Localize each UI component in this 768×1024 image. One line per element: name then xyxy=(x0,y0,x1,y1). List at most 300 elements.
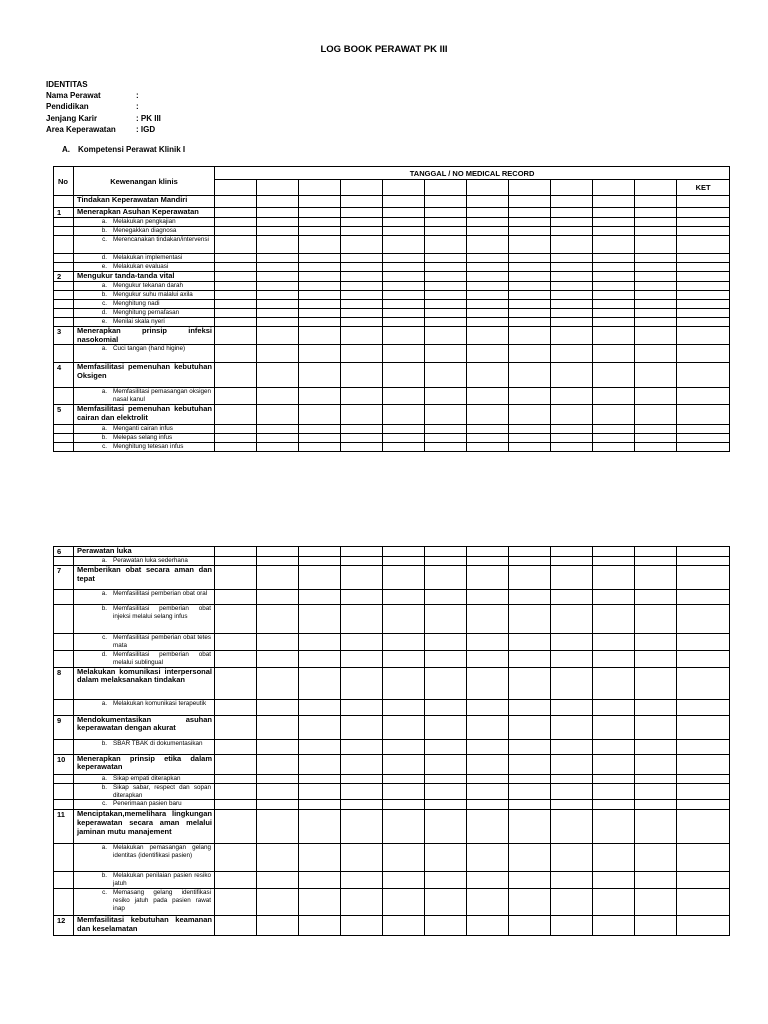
date-entry-cell[interactable] xyxy=(593,291,635,300)
date-entry-cell[interactable] xyxy=(383,388,425,405)
date-entry-cell[interactable] xyxy=(383,363,425,388)
date-entry-cell[interactable] xyxy=(551,434,593,443)
date-entry-cell[interactable] xyxy=(341,236,383,254)
date-entry-cell[interactable] xyxy=(467,218,509,227)
date-entry-cell[interactable] xyxy=(299,405,341,425)
date-entry-cell[interactable] xyxy=(635,388,677,405)
date-entry-cell[interactable] xyxy=(215,282,257,291)
date-entry-cell[interactable] xyxy=(299,872,341,889)
ket-entry-cell[interactable] xyxy=(677,916,730,936)
date-entry-cell[interactable] xyxy=(341,345,383,363)
date-entry-cell[interactable] xyxy=(509,388,551,405)
date-entry-cell[interactable] xyxy=(509,800,551,810)
date-entry-cell[interactable] xyxy=(509,196,551,208)
date-entry-cell[interactable] xyxy=(215,318,257,327)
date-entry-cell[interactable] xyxy=(383,739,425,754)
ket-entry-cell[interactable] xyxy=(677,844,730,872)
date-entry-cell[interactable] xyxy=(341,557,383,566)
date-entry-cell[interactable] xyxy=(467,605,509,634)
date-entry-cell[interactable] xyxy=(551,783,593,800)
date-header-cell[interactable] xyxy=(593,180,635,196)
date-entry-cell[interactable] xyxy=(593,272,635,282)
ket-entry-cell[interactable] xyxy=(677,605,730,634)
date-entry-cell[interactable] xyxy=(299,800,341,810)
date-entry-cell[interactable] xyxy=(467,872,509,889)
date-entry-cell[interactable] xyxy=(299,590,341,605)
date-entry-cell[interactable] xyxy=(299,605,341,634)
date-entry-cell[interactable] xyxy=(257,547,299,557)
date-entry-cell[interactable] xyxy=(509,218,551,227)
date-entry-cell[interactable] xyxy=(341,300,383,309)
date-entry-cell[interactable] xyxy=(551,889,593,916)
date-entry-cell[interactable] xyxy=(215,783,257,800)
date-entry-cell[interactable] xyxy=(257,388,299,405)
date-entry-cell[interactable] xyxy=(215,434,257,443)
date-entry-cell[interactable] xyxy=(551,263,593,272)
date-entry-cell[interactable] xyxy=(341,309,383,318)
date-entry-cell[interactable] xyxy=(467,227,509,236)
date-entry-cell[interactable] xyxy=(593,425,635,434)
date-entry-cell[interactable] xyxy=(215,800,257,810)
date-entry-cell[interactable] xyxy=(383,291,425,300)
date-header-cell[interactable] xyxy=(341,180,383,196)
ket-entry-cell[interactable] xyxy=(677,236,730,254)
date-entry-cell[interactable] xyxy=(425,872,467,889)
date-entry-cell[interactable] xyxy=(299,291,341,300)
date-entry-cell[interactable] xyxy=(509,872,551,889)
date-entry-cell[interactable] xyxy=(215,590,257,605)
date-entry-cell[interactable] xyxy=(593,218,635,227)
date-entry-cell[interactable] xyxy=(257,227,299,236)
date-entry-cell[interactable] xyxy=(383,774,425,783)
ket-entry-cell[interactable] xyxy=(677,650,730,667)
date-entry-cell[interactable] xyxy=(215,425,257,434)
date-entry-cell[interactable] xyxy=(467,699,509,715)
date-entry-cell[interactable] xyxy=(635,783,677,800)
date-entry-cell[interactable] xyxy=(635,300,677,309)
date-entry-cell[interactable] xyxy=(215,345,257,363)
date-entry-cell[interactable] xyxy=(341,388,383,405)
date-entry-cell[interactable] xyxy=(383,309,425,318)
date-entry-cell[interactable] xyxy=(509,566,551,590)
date-entry-cell[interactable] xyxy=(383,547,425,557)
date-entry-cell[interactable] xyxy=(341,208,383,218)
ket-entry-cell[interactable] xyxy=(677,208,730,218)
date-entry-cell[interactable] xyxy=(299,282,341,291)
date-entry-cell[interactable] xyxy=(257,783,299,800)
date-entry-cell[interactable] xyxy=(425,754,467,774)
date-entry-cell[interactable] xyxy=(509,272,551,282)
date-entry-cell[interactable] xyxy=(509,300,551,309)
date-entry-cell[interactable] xyxy=(425,345,467,363)
date-entry-cell[interactable] xyxy=(257,318,299,327)
date-entry-cell[interactable] xyxy=(635,872,677,889)
date-entry-cell[interactable] xyxy=(215,291,257,300)
date-entry-cell[interactable] xyxy=(341,590,383,605)
date-entry-cell[interactable] xyxy=(509,783,551,800)
date-entry-cell[interactable] xyxy=(299,300,341,309)
date-entry-cell[interactable] xyxy=(551,291,593,300)
date-entry-cell[interactable] xyxy=(509,810,551,844)
date-entry-cell[interactable] xyxy=(509,425,551,434)
date-entry-cell[interactable] xyxy=(509,605,551,634)
date-entry-cell[interactable] xyxy=(635,800,677,810)
date-entry-cell[interactable] xyxy=(551,754,593,774)
date-entry-cell[interactable] xyxy=(467,327,509,345)
date-entry-cell[interactable] xyxy=(299,844,341,872)
date-entry-cell[interactable] xyxy=(593,590,635,605)
date-entry-cell[interactable] xyxy=(215,699,257,715)
date-entry-cell[interactable] xyxy=(299,774,341,783)
date-entry-cell[interactable] xyxy=(635,739,677,754)
date-entry-cell[interactable] xyxy=(257,810,299,844)
date-entry-cell[interactable] xyxy=(509,309,551,318)
date-entry-cell[interactable] xyxy=(383,566,425,590)
date-entry-cell[interactable] xyxy=(257,236,299,254)
date-entry-cell[interactable] xyxy=(509,282,551,291)
date-entry-cell[interactable] xyxy=(551,196,593,208)
date-entry-cell[interactable] xyxy=(635,667,677,699)
date-entry-cell[interactable] xyxy=(257,405,299,425)
date-entry-cell[interactable] xyxy=(257,363,299,388)
ket-entry-cell[interactable] xyxy=(677,590,730,605)
date-entry-cell[interactable] xyxy=(425,208,467,218)
date-entry-cell[interactable] xyxy=(551,327,593,345)
date-entry-cell[interactable] xyxy=(299,889,341,916)
date-entry-cell[interactable] xyxy=(635,405,677,425)
date-entry-cell[interactable] xyxy=(551,844,593,872)
date-entry-cell[interactable] xyxy=(257,715,299,739)
date-entry-cell[interactable] xyxy=(467,236,509,254)
date-entry-cell[interactable] xyxy=(257,309,299,318)
date-entry-cell[interactable] xyxy=(467,844,509,872)
date-entry-cell[interactable] xyxy=(299,739,341,754)
date-entry-cell[interactable] xyxy=(593,844,635,872)
date-entry-cell[interactable] xyxy=(299,227,341,236)
date-entry-cell[interactable] xyxy=(467,547,509,557)
date-entry-cell[interactable] xyxy=(593,783,635,800)
date-entry-cell[interactable] xyxy=(551,236,593,254)
date-entry-cell[interactable] xyxy=(341,327,383,345)
date-entry-cell[interactable] xyxy=(257,699,299,715)
date-entry-cell[interactable] xyxy=(467,774,509,783)
date-entry-cell[interactable] xyxy=(551,405,593,425)
ket-entry-cell[interactable] xyxy=(677,699,730,715)
date-entry-cell[interactable] xyxy=(215,810,257,844)
date-entry-cell[interactable] xyxy=(425,291,467,300)
date-entry-cell[interactable] xyxy=(425,547,467,557)
date-entry-cell[interactable] xyxy=(383,889,425,916)
date-entry-cell[interactable] xyxy=(341,363,383,388)
date-entry-cell[interactable] xyxy=(635,443,677,452)
date-entry-cell[interactable] xyxy=(299,783,341,800)
date-entry-cell[interactable] xyxy=(593,405,635,425)
date-entry-cell[interactable] xyxy=(593,699,635,715)
date-entry-cell[interactable] xyxy=(299,557,341,566)
date-entry-cell[interactable] xyxy=(635,566,677,590)
date-entry-cell[interactable] xyxy=(299,363,341,388)
date-entry-cell[interactable] xyxy=(635,547,677,557)
date-entry-cell[interactable] xyxy=(467,557,509,566)
date-entry-cell[interactable] xyxy=(551,715,593,739)
date-entry-cell[interactable] xyxy=(593,650,635,667)
date-entry-cell[interactable] xyxy=(383,300,425,309)
date-entry-cell[interactable] xyxy=(215,774,257,783)
date-entry-cell[interactable] xyxy=(299,388,341,405)
date-entry-cell[interactable] xyxy=(509,916,551,936)
date-entry-cell[interactable] xyxy=(299,443,341,452)
date-entry-cell[interactable] xyxy=(509,443,551,452)
date-entry-cell[interactable] xyxy=(383,605,425,634)
date-entry-cell[interactable] xyxy=(635,889,677,916)
date-entry-cell[interactable] xyxy=(635,263,677,272)
date-entry-cell[interactable] xyxy=(341,739,383,754)
date-entry-cell[interactable] xyxy=(509,345,551,363)
date-entry-cell[interactable] xyxy=(425,218,467,227)
date-entry-cell[interactable] xyxy=(383,218,425,227)
date-entry-cell[interactable] xyxy=(215,443,257,452)
date-entry-cell[interactable] xyxy=(299,566,341,590)
date-entry-cell[interactable] xyxy=(425,263,467,272)
date-entry-cell[interactable] xyxy=(467,405,509,425)
ket-entry-cell[interactable] xyxy=(677,327,730,345)
date-entry-cell[interactable] xyxy=(593,566,635,590)
date-entry-cell[interactable] xyxy=(383,196,425,208)
date-entry-cell[interactable] xyxy=(383,844,425,872)
date-entry-cell[interactable] xyxy=(593,443,635,452)
date-entry-cell[interactable] xyxy=(215,739,257,754)
date-entry-cell[interactable] xyxy=(215,218,257,227)
date-entry-cell[interactable] xyxy=(383,282,425,291)
date-entry-cell[interactable] xyxy=(341,754,383,774)
date-entry-cell[interactable] xyxy=(257,566,299,590)
date-entry-cell[interactable] xyxy=(341,800,383,810)
date-entry-cell[interactable] xyxy=(635,590,677,605)
date-entry-cell[interactable] xyxy=(383,650,425,667)
date-entry-cell[interactable] xyxy=(467,196,509,208)
date-entry-cell[interactable] xyxy=(257,739,299,754)
date-entry-cell[interactable] xyxy=(299,236,341,254)
ket-entry-cell[interactable] xyxy=(677,774,730,783)
date-entry-cell[interactable] xyxy=(593,309,635,318)
date-entry-cell[interactable] xyxy=(593,557,635,566)
date-entry-cell[interactable] xyxy=(635,208,677,218)
date-entry-cell[interactable] xyxy=(341,282,383,291)
date-entry-cell[interactable] xyxy=(635,218,677,227)
date-entry-cell[interactable] xyxy=(257,844,299,872)
ket-entry-cell[interactable] xyxy=(677,434,730,443)
date-entry-cell[interactable] xyxy=(635,227,677,236)
date-entry-cell[interactable] xyxy=(257,605,299,634)
date-header-cell[interactable] xyxy=(635,180,677,196)
date-entry-cell[interactable] xyxy=(341,699,383,715)
date-entry-cell[interactable] xyxy=(425,800,467,810)
date-entry-cell[interactable] xyxy=(551,634,593,651)
ket-entry-cell[interactable] xyxy=(677,443,730,452)
date-entry-cell[interactable] xyxy=(593,715,635,739)
date-entry-cell[interactable] xyxy=(257,345,299,363)
date-entry-cell[interactable] xyxy=(341,272,383,282)
date-entry-cell[interactable] xyxy=(299,196,341,208)
date-entry-cell[interactable] xyxy=(551,218,593,227)
date-entry-cell[interactable] xyxy=(341,774,383,783)
date-entry-cell[interactable] xyxy=(257,557,299,566)
date-entry-cell[interactable] xyxy=(341,810,383,844)
date-entry-cell[interactable] xyxy=(509,590,551,605)
date-entry-cell[interactable] xyxy=(467,889,509,916)
ket-entry-cell[interactable] xyxy=(677,300,730,309)
ket-entry-cell[interactable] xyxy=(677,547,730,557)
date-entry-cell[interactable] xyxy=(467,566,509,590)
date-entry-cell[interactable] xyxy=(299,208,341,218)
date-entry-cell[interactable] xyxy=(551,300,593,309)
ket-entry-cell[interactable] xyxy=(677,715,730,739)
date-entry-cell[interactable] xyxy=(257,263,299,272)
ket-entry-cell[interactable] xyxy=(677,872,730,889)
date-entry-cell[interactable] xyxy=(467,634,509,651)
date-entry-cell[interactable] xyxy=(215,309,257,318)
date-entry-cell[interactable] xyxy=(215,227,257,236)
date-entry-cell[interactable] xyxy=(635,557,677,566)
date-entry-cell[interactable] xyxy=(383,272,425,282)
date-header-cell[interactable] xyxy=(383,180,425,196)
date-entry-cell[interactable] xyxy=(551,309,593,318)
date-entry-cell[interactable] xyxy=(215,650,257,667)
date-entry-cell[interactable] xyxy=(257,300,299,309)
date-entry-cell[interactable] xyxy=(383,425,425,434)
date-entry-cell[interactable] xyxy=(593,754,635,774)
date-entry-cell[interactable] xyxy=(257,291,299,300)
date-entry-cell[interactable] xyxy=(383,715,425,739)
date-header-cell[interactable] xyxy=(215,180,257,196)
date-entry-cell[interactable] xyxy=(341,263,383,272)
date-entry-cell[interactable] xyxy=(299,650,341,667)
ket-entry-cell[interactable] xyxy=(677,566,730,590)
date-entry-cell[interactable] xyxy=(509,227,551,236)
ket-entry-cell[interactable] xyxy=(677,309,730,318)
date-entry-cell[interactable] xyxy=(425,405,467,425)
date-entry-cell[interactable] xyxy=(551,227,593,236)
date-entry-cell[interactable] xyxy=(593,889,635,916)
date-entry-cell[interactable] xyxy=(257,196,299,208)
ket-entry-cell[interactable] xyxy=(677,254,730,263)
date-entry-cell[interactable] xyxy=(257,889,299,916)
date-entry-cell[interactable] xyxy=(509,774,551,783)
date-entry-cell[interactable] xyxy=(383,227,425,236)
date-entry-cell[interactable] xyxy=(383,327,425,345)
date-entry-cell[interactable] xyxy=(425,650,467,667)
date-entry-cell[interactable] xyxy=(383,254,425,263)
date-entry-cell[interactable] xyxy=(299,318,341,327)
date-entry-cell[interactable] xyxy=(215,405,257,425)
date-entry-cell[interactable] xyxy=(425,254,467,263)
date-entry-cell[interactable] xyxy=(215,634,257,651)
date-entry-cell[interactable] xyxy=(425,300,467,309)
date-entry-cell[interactable] xyxy=(635,699,677,715)
date-entry-cell[interactable] xyxy=(467,800,509,810)
date-entry-cell[interactable] xyxy=(215,715,257,739)
date-entry-cell[interactable] xyxy=(341,425,383,434)
date-entry-cell[interactable] xyxy=(551,916,593,936)
date-entry-cell[interactable] xyxy=(425,605,467,634)
date-entry-cell[interactable] xyxy=(215,363,257,388)
date-entry-cell[interactable] xyxy=(299,634,341,651)
date-entry-cell[interactable] xyxy=(635,363,677,388)
date-entry-cell[interactable] xyxy=(467,388,509,405)
ket-entry-cell[interactable] xyxy=(677,318,730,327)
date-entry-cell[interactable] xyxy=(467,810,509,844)
date-entry-cell[interactable] xyxy=(551,774,593,783)
date-entry-cell[interactable] xyxy=(257,650,299,667)
date-entry-cell[interactable] xyxy=(593,208,635,218)
ket-entry-cell[interactable] xyxy=(677,889,730,916)
date-entry-cell[interactable] xyxy=(635,196,677,208)
date-entry-cell[interactable] xyxy=(551,443,593,452)
date-entry-cell[interactable] xyxy=(341,254,383,263)
date-entry-cell[interactable] xyxy=(467,739,509,754)
date-entry-cell[interactable] xyxy=(593,318,635,327)
date-entry-cell[interactable] xyxy=(257,218,299,227)
date-entry-cell[interactable] xyxy=(425,810,467,844)
date-entry-cell[interactable] xyxy=(383,783,425,800)
date-entry-cell[interactable] xyxy=(509,547,551,557)
date-entry-cell[interactable] xyxy=(257,634,299,651)
date-entry-cell[interactable] xyxy=(467,363,509,388)
date-entry-cell[interactable] xyxy=(425,327,467,345)
date-entry-cell[interactable] xyxy=(593,739,635,754)
date-entry-cell[interactable] xyxy=(383,434,425,443)
date-entry-cell[interactable] xyxy=(551,425,593,434)
date-entry-cell[interactable] xyxy=(425,425,467,434)
date-entry-cell[interactable] xyxy=(593,300,635,309)
date-entry-cell[interactable] xyxy=(593,227,635,236)
date-entry-cell[interactable] xyxy=(593,872,635,889)
date-entry-cell[interactable] xyxy=(299,309,341,318)
ket-entry-cell[interactable] xyxy=(677,405,730,425)
date-entry-cell[interactable] xyxy=(593,327,635,345)
date-entry-cell[interactable] xyxy=(551,318,593,327)
date-entry-cell[interactable] xyxy=(467,263,509,272)
date-entry-cell[interactable] xyxy=(299,810,341,844)
date-entry-cell[interactable] xyxy=(299,327,341,345)
date-entry-cell[interactable] xyxy=(257,590,299,605)
date-entry-cell[interactable] xyxy=(509,208,551,218)
date-entry-cell[interactable] xyxy=(467,916,509,936)
date-entry-cell[interactable] xyxy=(299,699,341,715)
date-entry-cell[interactable] xyxy=(509,363,551,388)
date-entry-cell[interactable] xyxy=(467,754,509,774)
date-entry-cell[interactable] xyxy=(635,650,677,667)
date-entry-cell[interactable] xyxy=(551,345,593,363)
date-entry-cell[interactable] xyxy=(383,800,425,810)
ket-entry-cell[interactable] xyxy=(677,557,730,566)
date-entry-cell[interactable] xyxy=(551,605,593,634)
date-entry-cell[interactable] xyxy=(425,590,467,605)
date-entry-cell[interactable] xyxy=(509,263,551,272)
date-entry-cell[interactable] xyxy=(635,916,677,936)
date-entry-cell[interactable] xyxy=(425,783,467,800)
date-entry-cell[interactable] xyxy=(257,800,299,810)
ket-entry-cell[interactable] xyxy=(677,363,730,388)
date-entry-cell[interactable] xyxy=(341,844,383,872)
date-entry-cell[interactable] xyxy=(509,699,551,715)
date-entry-cell[interactable] xyxy=(551,208,593,218)
date-entry-cell[interactable] xyxy=(467,590,509,605)
date-entry-cell[interactable] xyxy=(215,889,257,916)
date-entry-cell[interactable] xyxy=(299,667,341,699)
date-entry-cell[interactable] xyxy=(341,218,383,227)
date-entry-cell[interactable] xyxy=(509,557,551,566)
